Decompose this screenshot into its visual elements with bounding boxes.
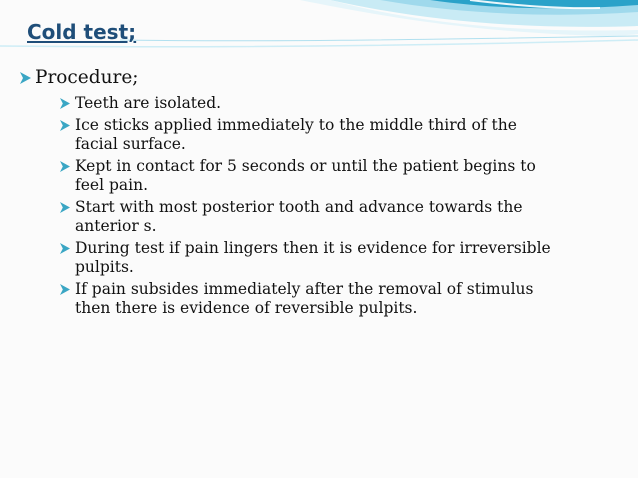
arrowhead-bullet-icon [20,66,35,90]
bullet-content [20,66,620,321]
arrowhead-bullet-icon [60,198,75,217]
list-item-text: If pain subsides immediately after the removal of stimulus then there is evidence of reversible pulpits. [75,280,534,317]
list-item-text: Start with most posterior tooth and advance towards the anterior s. [75,198,523,235]
procedure-heading-item [20,66,620,90]
arrowhead-bullet-icon [60,116,75,135]
slide-title: Cold test; [27,20,137,44]
list-item [60,280,560,318]
list-item [60,94,560,113]
list-item-text: Kept in contact for 5 seconds or until the patient begins to feel pain. [75,157,536,194]
list-item [60,157,560,195]
arrowhead-bullet-icon [60,94,75,113]
list-item [60,116,560,154]
list-item-text: During test if pain lingers then it is evidence for irreversible pulpits. [75,239,551,276]
list-item [60,239,560,277]
procedure-heading: Procedure; [35,67,139,88]
list-item-text: Teeth are isolated. [75,94,222,112]
arrowhead-bullet-icon [60,280,75,299]
list-item-text: Ice sticks applied immediately to the middle third of the facial surface. [75,116,517,153]
arrowhead-bullet-icon [60,239,75,258]
arrowhead-bullet-icon [60,157,75,176]
list-item [60,198,560,236]
